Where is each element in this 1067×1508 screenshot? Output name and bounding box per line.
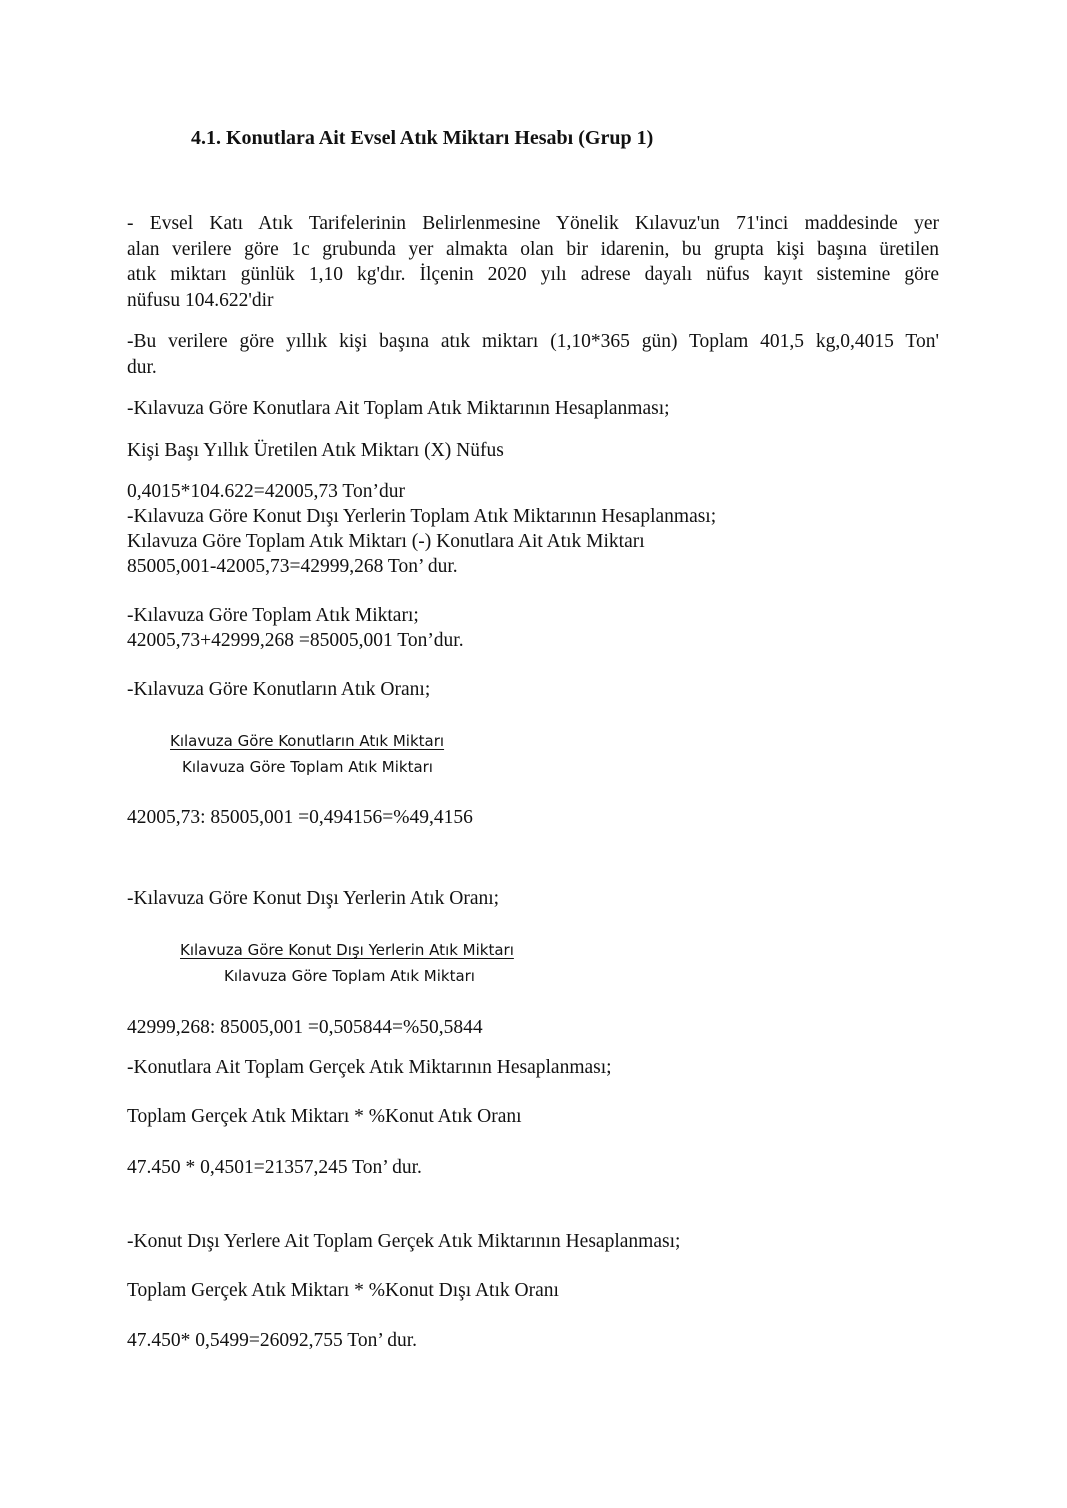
konut-ratio-heading: -Kılavuza Göre Konutların Atık Oranı;: [127, 679, 431, 700]
fraction-denominator: Kılavuza Göre Toplam Atık Miktarı: [224, 967, 475, 985]
calc-konutdisi-ratio: 42999,268: 85005,001 =0,505844=%50,5844: [127, 1017, 483, 1038]
konut-real-waste-heading: -Konutlara Ait Toplam Gerçek Atık Miktarının Hesaplanması;: [127, 1057, 612, 1078]
konut-ratio-fraction: [170, 731, 444, 777]
intro-line: nüfusu 104.622'dir: [127, 289, 274, 311]
calc-konut-total: 0,4015*104.622=42005,73 Ton’dur: [127, 481, 405, 502]
fraction-numerator: Kılavuza Göre Konut Dışı Yerlerin Atık Miktarı: [180, 941, 514, 959]
section-heading: 4.1. Konutlara Ait Evsel Atık Miktarı Hesabı (Grup 1): [191, 127, 654, 149]
annual-waste-line: -Bu verilere göre yıllık kişi başına atık miktarı (1,10*365 gün) Toplam 401,5 kg,0,4015 Ton': [127, 331, 939, 352]
calc-konut-real: 47.450 * 0,4501=21357,245 Ton’ dur.: [127, 1157, 422, 1178]
annual-waste-paragraph: [127, 329, 939, 380]
fraction-denominator: Kılavuza Göre Toplam Atık Miktarı: [182, 758, 433, 776]
intro-line: - Evsel Katı Atık Tarifelerinin Belirlenmesine Yönelik Kılavuz'un 71'inci maddesinde yer: [127, 213, 939, 234]
annual-waste-line: dur.: [127, 356, 157, 378]
konutdisi-total-heading: -Kılavuza Göre Konut Dışı Yerlerin Toplam Atık Miktarının Hesaplanması;: [127, 506, 717, 527]
konutdisi-ratio-fraction: [180, 940, 514, 986]
intro-line: atık miktarı günlük 1,10 kg'dır. İlçenin 2020 yılı adrese dayalı nüfus kayıt sistemine göre: [127, 264, 939, 285]
konutdisi-ratio-heading: -Kılavuza Göre Konut Dışı Yerlerin Atık Oranı;: [127, 888, 500, 909]
calc-konutdisi-real: 47.450* 0,5499=26092,755 Ton’ dur.: [127, 1330, 418, 1351]
fraction-numerator: Kılavuza Göre Konutların Atık Miktarı: [170, 732, 445, 750]
calc-konutdisi-total: 85005,001-42005,73=42999,268 Ton’ dur.: [127, 556, 458, 577]
formula-konutdisi-real: Toplam Gerçek Atık Miktarı * %Konut Dışı Atık Oranı: [127, 1280, 559, 1301]
konutdisi-real-waste-heading: -Konut Dışı Yerlere Ait Toplam Gerçek Atık Miktarının Hesaplanması;: [127, 1231, 681, 1252]
total-waste-heading: -Kılavuza Göre Toplam Atık Miktarı;: [127, 605, 419, 626]
konut-total-heading: -Kılavuza Göre Konutlara Ait Toplam Atık Miktarının Hesaplanması;: [127, 398, 670, 419]
intro-paragraph: [127, 211, 939, 313]
formula-konut-real: Toplam Gerçek Atık Miktarı * %Konut Atık Oranı: [127, 1106, 522, 1127]
formula-per-capita: Kişi Başı Yıllık Üretilen Atık Miktarı (X) Nüfus: [127, 440, 504, 461]
formula-konutdisi: Kılavuza Göre Toplam Atık Miktarı (-) Konutlara Ait Atık Miktarı: [127, 531, 645, 552]
calc-total-waste: 42005,73+42999,268 =85005,001 Ton’dur.: [127, 630, 464, 651]
intro-line: alan verilere göre 1c grubunda yer almakta olan bir idarenin, bu grupta kişi başına üretilen: [127, 238, 939, 260]
calc-konut-ratio: 42005,73: 85005,001 =0,494156=%49,4156: [127, 807, 473, 828]
